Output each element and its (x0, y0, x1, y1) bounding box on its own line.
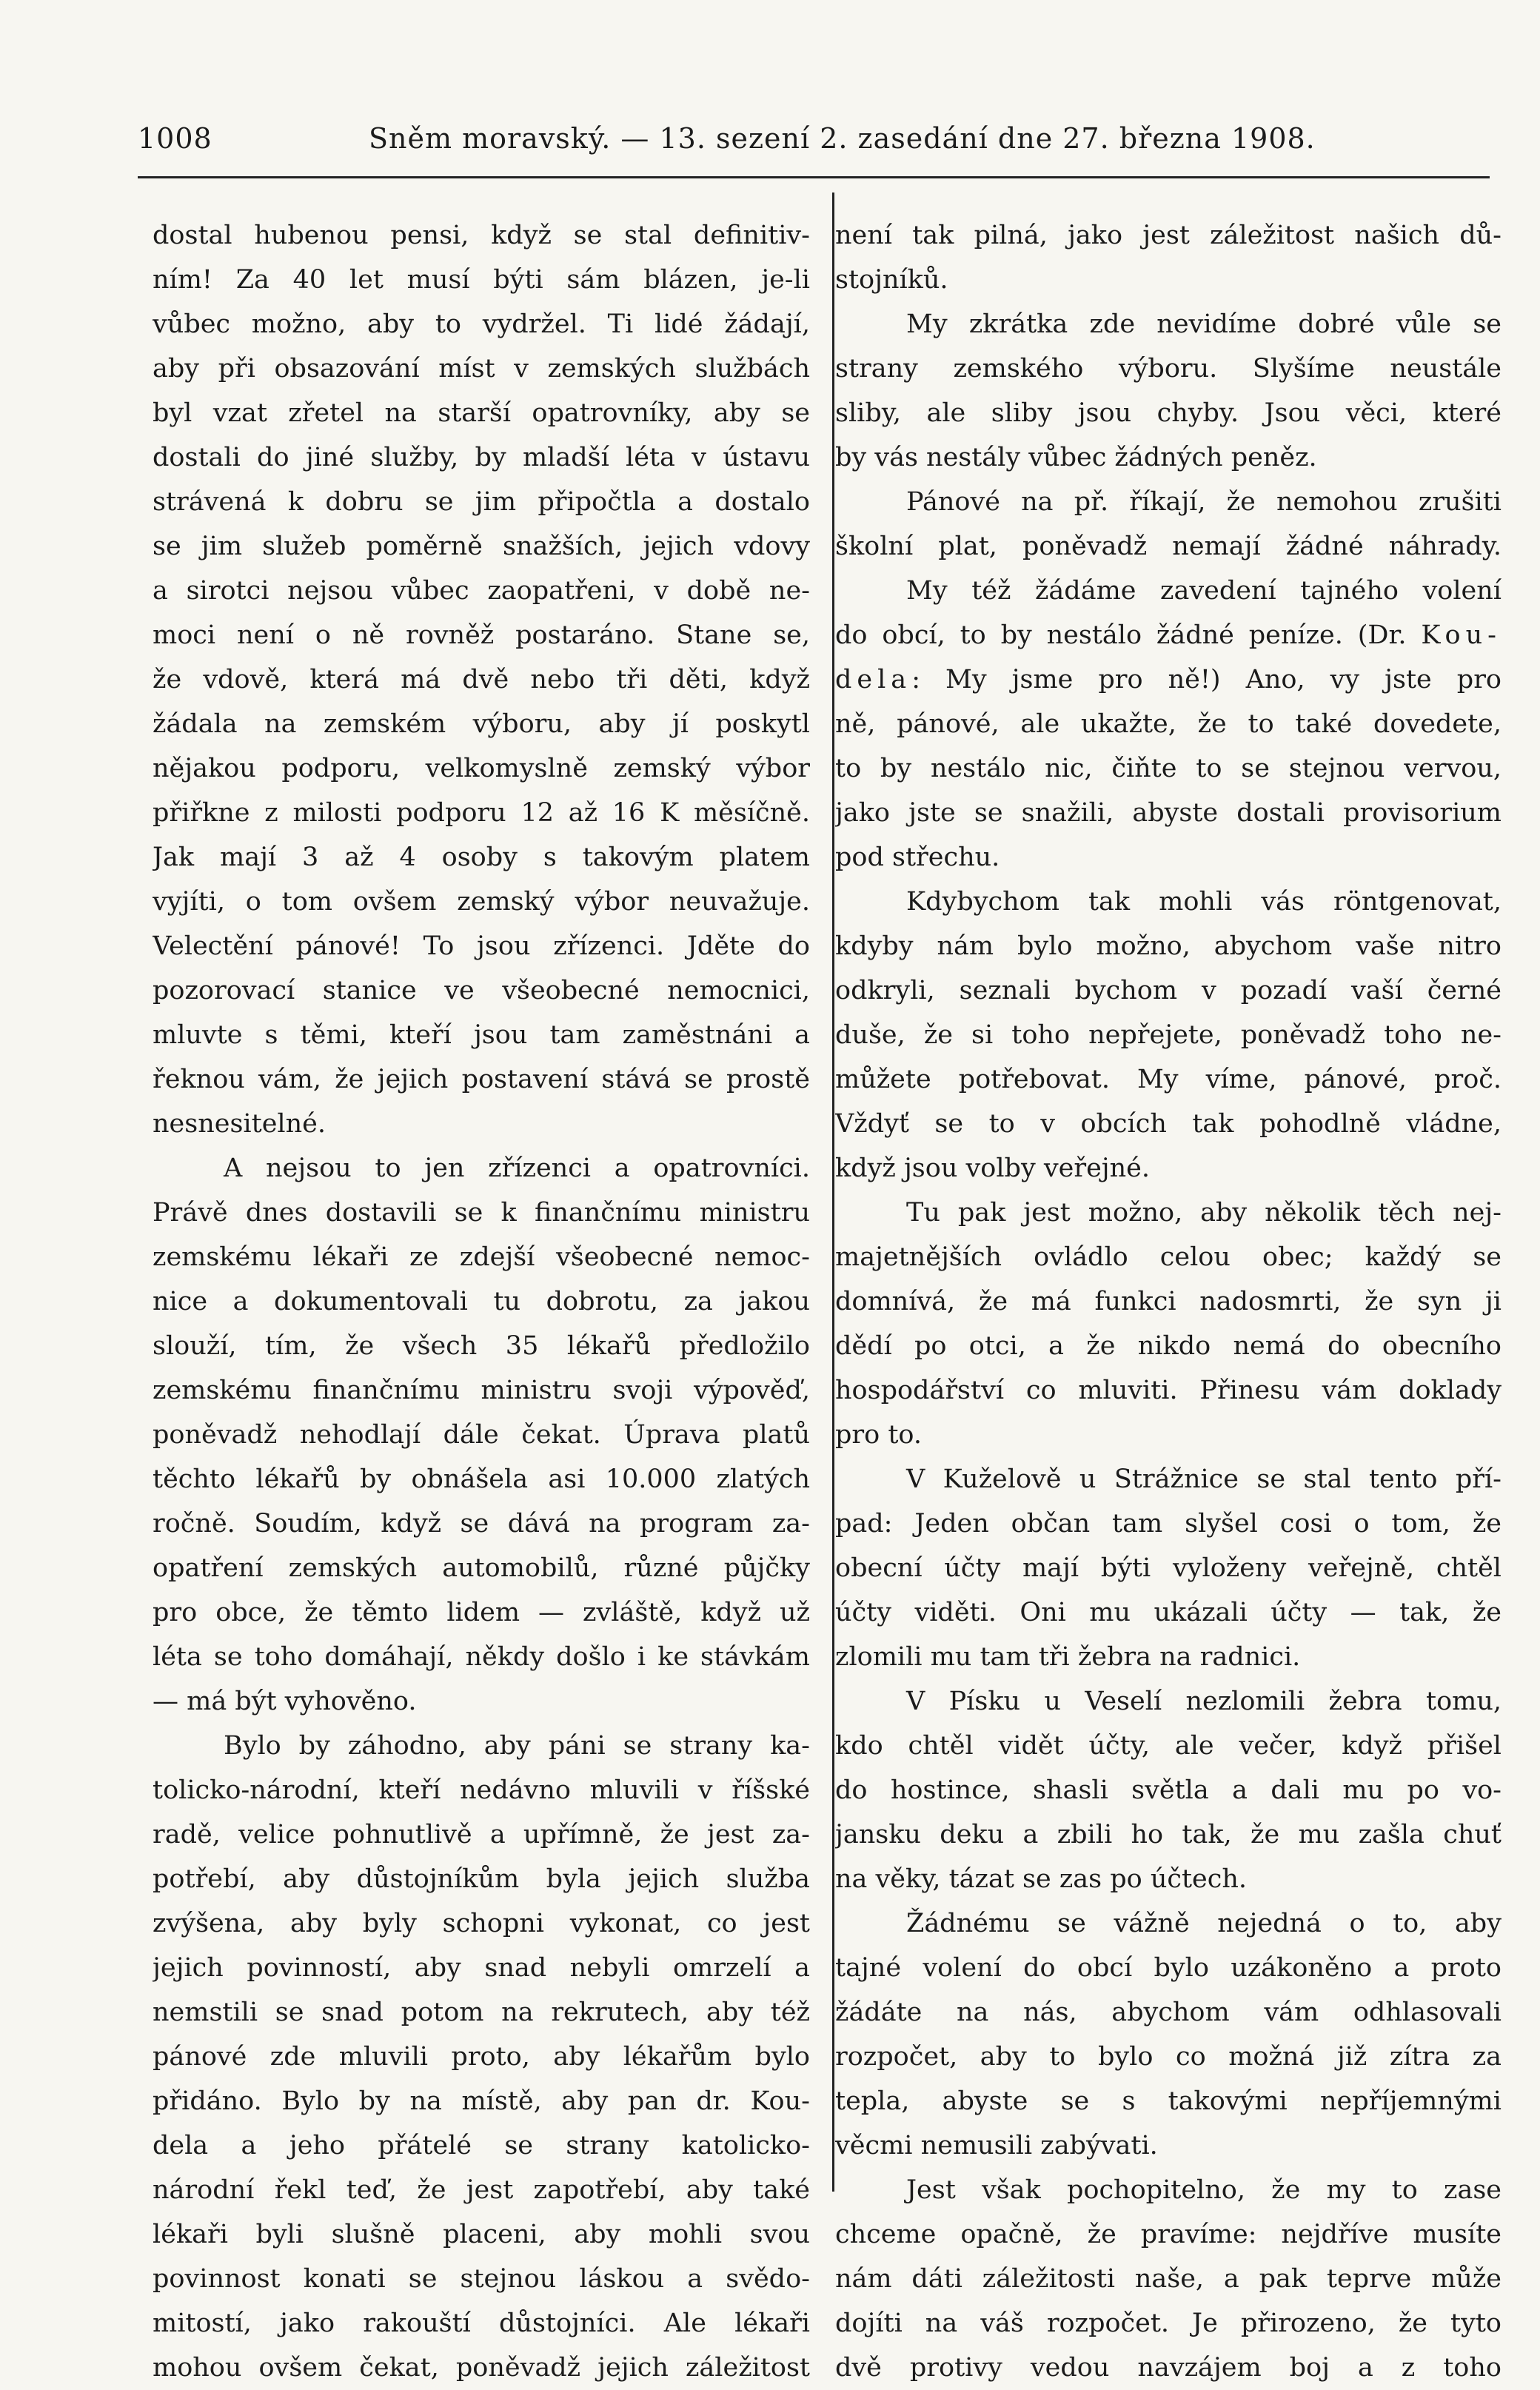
line-text: a sirotci nejsou vůbec zaopatřeni, v době ne- (153, 576, 810, 606)
line-text: V Kuželově u Strážnice se stal tento pří- (906, 1465, 1502, 1494)
line-text: dostali do jiné služby, by mladší léta v ústavu (153, 443, 810, 472)
text-line (835, 2035, 1502, 2079)
text-line (835, 1146, 1502, 1191)
text-line (153, 835, 810, 880)
text-line (153, 1324, 810, 1368)
line-text: radě, velice pohnutlivě a upřímně, že jest za- (153, 1820, 810, 1850)
line-text: Velectění pánové! To jsou zřízenci. Jděte do (153, 931, 810, 961)
text-line (835, 1413, 1502, 1457)
line-text: ročně. Soudím, když se dává na program za- (153, 1509, 810, 1539)
line-text: pánové zde mluvili proto, aby lékařům bylo (153, 2042, 810, 2072)
text-line (153, 1457, 810, 1502)
line-text: strávená k dobru se jim připočtla a dostalo (153, 487, 810, 517)
text-line (153, 1857, 810, 1901)
line-text: národní řekl teď, že jest zapotřebí, aby také (153, 2175, 810, 2205)
text-line (153, 880, 810, 924)
text-line (835, 1102, 1502, 1146)
line-text: dojíti na váš rozpočet. Je přirozeno, že tyto (835, 2309, 1502, 2338)
line-text: ně, pánové, ale ukažte, že to také dovedete, (835, 709, 1502, 739)
text-line (153, 1279, 810, 1324)
running-header (138, 122, 1322, 167)
text-line (153, 968, 810, 1013)
line-text: školní plat, poněvadž nemají žádné náhrady. (835, 532, 1502, 561)
text-line (835, 835, 1502, 880)
text-line (153, 1191, 810, 1235)
text-line (153, 1635, 810, 1679)
line-text: mluvte s těmi, kteří jsou tam zaměstnáni a (153, 1020, 810, 1050)
line-text: Tu pak jest možno, aby několik těch nej- (906, 1198, 1502, 1228)
line-text: majetnějších ovládlo celou obec; každý se (835, 1242, 1502, 1272)
text-line (835, 2168, 1502, 2212)
line-text: zvýšena, aby byly schopni vykonat, co jest (153, 1909, 810, 1938)
line-text: Právě dnes dostavili se k finančnímu ministru (153, 1198, 810, 1228)
line-text: věcmi nemusili zabývati. (835, 2131, 1158, 2160)
text-line (153, 2301, 810, 2346)
text-line (153, 2346, 810, 2390)
line-text: Jak mají 3 až 4 osoby s takovým platem (153, 843, 810, 872)
header-rule (138, 176, 1490, 178)
text-line (835, 435, 1502, 480)
line-text: dvě protivy vedou navzájem boj a z toho (835, 2353, 1502, 2383)
text-line (835, 1235, 1502, 1279)
text-line (153, 2079, 810, 2123)
line-text: obecní účty mají býti vyloženy veřejně, chtěl (835, 1553, 1502, 1583)
speaker-name: Kou- (1421, 620, 1502, 650)
text-line (153, 746, 810, 791)
text-line (835, 1946, 1502, 1990)
text-line (835, 1724, 1502, 1768)
text-line (153, 2257, 810, 2301)
line-text: stojníků. (835, 265, 948, 295)
line-text: vyjíti, o tom ovšem zemský výbor neuvažuje. (153, 887, 810, 917)
text-line (835, 258, 1502, 302)
line-text: tajné volení do obcí bylo uzákoněno a proto (835, 1953, 1502, 1983)
line-text: ním! Za 40 let musí býti sám blázen, je-li (153, 265, 810, 295)
line-text: — má být vyhověno. (153, 1687, 417, 1716)
line-text: chceme opačně, že pravíme: nejdříve musíte (835, 2220, 1502, 2249)
line-text: duše, že si toho nepřejete, poněvadž toho ne- (835, 1020, 1502, 1050)
text-line (153, 1724, 810, 1768)
line-text: lékaři byli slušně placeni, aby mohli svou (153, 2220, 810, 2249)
text-line (835, 1324, 1502, 1368)
text-line (835, 1546, 1502, 1590)
line-text: Vždyť se to v obcích tak pohodlně vládne, (835, 1109, 1502, 1139)
text-line (153, 1812, 810, 1857)
text-line (835, 1013, 1502, 1057)
text-line (153, 213, 810, 258)
line-text: tolicko-národní, kteří nedávno mluvili v říšské (153, 1775, 810, 1805)
line-text: zemskému lékaři ze zdejší všeobecné nemoc- (153, 1242, 810, 1272)
line-text: odkryli, seznali bychom v pozadí vaší černé (835, 976, 1502, 1005)
text-line (153, 1590, 810, 1635)
line-text: do hostince, shasli světla a dali mu po vo- (835, 1775, 1502, 1805)
line-text: mitostí, jako rakouští důstojníci. Ale lékaři (153, 2309, 810, 2338)
line-text: na věky, tázat se zas po účtech. (835, 1864, 1248, 1894)
text-line (153, 657, 810, 702)
text-line (153, 1901, 810, 1946)
text-line (835, 1901, 1502, 1946)
text-line (835, 213, 1502, 258)
line-text: : My jsme pro ně!) Ano, vy jste pro (911, 665, 1502, 694)
text-line (153, 1013, 810, 1057)
line-text: pro to. (835, 1420, 922, 1450)
text-line (153, 1368, 810, 1413)
text-line (835, 1502, 1502, 1546)
line-text: jansku deku a zbili ho tak, že mu zašla chuť (835, 1820, 1502, 1850)
line-text: nám dáti záležitosti naše, a pak teprve může (835, 2264, 1502, 2294)
text-line (835, 1191, 1502, 1235)
line-text: nějakou podporu, velkomyslně zemský výbor (153, 754, 810, 783)
line-text: jejich povinností, aby snad nebyli omrzelí a (153, 1953, 810, 1983)
text-line (835, 480, 1502, 524)
line-text: My též žádáme zavedení tajného volení (906, 576, 1502, 606)
line-text: nesnesitelné. (153, 1109, 326, 1139)
line-text: Žádnému se vážně nejedná o to, aby (906, 1909, 1502, 1938)
line-text: moci není o ně rovněž postaráno. Stane se, (153, 620, 810, 650)
text-line (153, 1679, 810, 1724)
line-text: nice a dokumentovali tu dobrotu, za jakou (153, 1287, 810, 1316)
line-text: byl vzat zřetel na starší opatrovníky, aby se (153, 398, 810, 428)
text-line (153, 2035, 810, 2079)
line-text: Pánové na př. říkají, že nemohou zrušiti (906, 487, 1502, 517)
text-line (835, 1057, 1502, 1102)
text-line (835, 1457, 1502, 1502)
text-line (835, 524, 1502, 569)
text-line (835, 1857, 1502, 1901)
text-line (153, 924, 810, 968)
line-text: přidáno. Bylo by na místě, aby pan dr. Kou- (153, 2086, 810, 2116)
line-text: dědí po otci, a že nikdo nemá do obecního (835, 1331, 1502, 1361)
text-line (153, 791, 810, 835)
line-text: aby při obsazování míst v zemských službách (153, 354, 810, 384)
text-line (153, 1235, 810, 1279)
line-text: žádáte na nás, abychom vám odhlasovali (835, 1998, 1502, 2027)
speaker-name: dela (835, 665, 912, 694)
text-line (153, 391, 810, 435)
line-text: to by nestálo nic, čiňte to se stejnou vervou, (835, 754, 1502, 783)
line-text: účty viděti. Oni mu ukázali účty — tak, že (835, 1598, 1502, 1627)
line-text: slouží, tím, že všech 35 lékařů předložilo (153, 1331, 810, 1361)
line-text: Kdybychom tak mohli vás röntgenovat, (906, 887, 1502, 917)
text-line (835, 1368, 1502, 1413)
text-line (153, 1946, 810, 1990)
text-line (835, 2346, 1502, 2390)
line-text: rozpočet, aby to bylo co možná již zítra za (835, 2042, 1502, 2072)
line-text: přiřkne z milosti podporu 12 až 16 K měsíčně. (153, 798, 810, 828)
line-text: Bylo by záhodno, aby páni se strany ka- (224, 1731, 810, 1761)
line-text: žádala na zemském výboru, aby jí poskytl (153, 709, 810, 739)
line-text: do obcí, to by nestálo žádné peníze. (Dr. (835, 620, 1422, 650)
line-text: kdyby nám bylo možno, abychom vaše nitro (835, 931, 1502, 961)
line-text: opatření zemských automobilů, různé půjčky (153, 1553, 810, 1583)
text-line (153, 435, 810, 480)
text-line (153, 702, 810, 746)
line-text: pad: Jeden občan tam slyšel cosi o tom, že (835, 1509, 1502, 1539)
text-line (835, 1812, 1502, 1857)
header-title: Sněm moravský. — 13. sezení 2. zasedání dne 27. března 1908. (369, 122, 1316, 155)
line-text: dostal hubenou pensi, když se stal definitiv- (153, 221, 810, 250)
line-text: domnívá, že má funkci nadosmrti, že syn ji (835, 1287, 1502, 1316)
right-column (835, 213, 1502, 2390)
text-line (835, 1679, 1502, 1724)
line-text: není tak pilná, jako jest záležitost našich dů- (835, 221, 1502, 250)
text-line (153, 1546, 810, 1590)
text-line (835, 657, 1502, 702)
text-line (153, 524, 810, 569)
text-line (153, 1413, 810, 1457)
line-text: A nejsou to jen zřízenci a opatrovníci. (224, 1154, 810, 1183)
line-text: nemstili se snad potom na rekrutech, aby též (153, 1998, 810, 2027)
text-line (153, 1990, 810, 2035)
line-text: by vás nestály vůbec žádných peněz. (835, 443, 1317, 472)
text-line (835, 746, 1502, 791)
line-text: pod střechu. (835, 843, 1000, 872)
text-line (835, 968, 1502, 1013)
text-line (835, 2257, 1502, 2301)
text-line (835, 880, 1502, 924)
text-line (153, 347, 810, 391)
text-line (835, 1590, 1502, 1635)
text-line (835, 1635, 1502, 1679)
line-text: se jim služeb poměrně snažších, jejich vdovy (153, 532, 810, 561)
text-line (153, 1102, 810, 1146)
line-text: zlomili mu tam tři žebra na radnici. (835, 1642, 1301, 1672)
line-text: kdo chtěl vidět účty, ale večer, když přišel (835, 1731, 1502, 1761)
text-line (153, 1768, 810, 1812)
line-text: řeknou vám, že jejich postavení stává se prostě (153, 1065, 810, 1094)
text-line (153, 2168, 810, 2212)
text-line (835, 613, 1502, 657)
text-line (835, 1279, 1502, 1324)
left-column (153, 213, 810, 2390)
text-line (835, 791, 1502, 835)
text-line (153, 2212, 810, 2257)
line-text: mohou ovšem čekat, poněvadž jejich záležitost (153, 2353, 810, 2383)
line-text: dela a jeho přátelé se strany katolicko- (153, 2131, 810, 2160)
line-text: potřebí, aby důstojníkům byla jejich služba (153, 1864, 810, 1894)
text-line (153, 2123, 810, 2168)
text-line (835, 924, 1502, 968)
line-text: léta se toho domáhají, někdy došlo i ke stávkám (153, 1642, 810, 1672)
line-text: pozorovací stanice ve všeobecné nemocnici, (153, 976, 810, 1005)
text-line (153, 480, 810, 524)
text-line (835, 569, 1502, 613)
line-text: když jsou volby veřejné. (835, 1154, 1151, 1183)
text-line (835, 2301, 1502, 2346)
text-line (153, 569, 810, 613)
text-line (153, 1146, 810, 1191)
text-line (835, 2212, 1502, 2257)
line-text: strany zemského výboru. Slyšíme neustále (835, 354, 1502, 384)
line-text: poněvadž nehodlají dále čekat. Úprava platů (153, 1420, 810, 1450)
text-line (835, 347, 1502, 391)
line-text: sliby, ale sliby jsou chyby. Jsou věci, které (835, 398, 1502, 428)
line-text: povinnost konati se stejnou láskou a svědo- (153, 2264, 810, 2294)
line-text: My zkrátka zde nevidíme dobré vůle se (906, 309, 1502, 339)
line-text: zemskému finančnímu ministru svoji výpověď, (153, 1376, 810, 1405)
line-text: hospodářství co mluviti. Přinesu vám doklady (835, 1376, 1502, 1405)
text-line (835, 1768, 1502, 1812)
text-line (835, 1990, 1502, 2035)
line-text: že vdově, která má dvě nebo tři děti, když (153, 665, 810, 694)
line-text: těchto lékařů by obnášela asi 10.000 zlatých (153, 1465, 810, 1494)
line-text: pro obce, že těmto lidem — zvláště, když už (153, 1598, 810, 1627)
text-line (153, 1502, 810, 1546)
line-text: můžete potřebovat. My víme, pánové, proč. (835, 1065, 1502, 1094)
line-text: vůbec možno, aby to vydržel. Ti lidé žádají, (153, 309, 810, 339)
column-divider (832, 193, 834, 2192)
text-line (835, 302, 1502, 347)
text-line (153, 613, 810, 657)
line-text: jako jste se snažili, abyste dostali provisorium (835, 798, 1502, 828)
text-line (153, 1057, 810, 1102)
page-number: 1008 (138, 122, 212, 155)
text-line (835, 391, 1502, 435)
text-line (835, 2123, 1502, 2168)
line-text: V Písku u Veselí nezlomili žebra tomu, (906, 1687, 1502, 1716)
text-line (153, 302, 810, 347)
line-text: tepla, abyste se s takovými nepříjemnými (835, 2086, 1502, 2116)
text-line (153, 258, 810, 302)
text-line (835, 2079, 1502, 2123)
line-text: Jest však pochopitelno, že my to zase (906, 2175, 1502, 2205)
text-line (835, 702, 1502, 746)
